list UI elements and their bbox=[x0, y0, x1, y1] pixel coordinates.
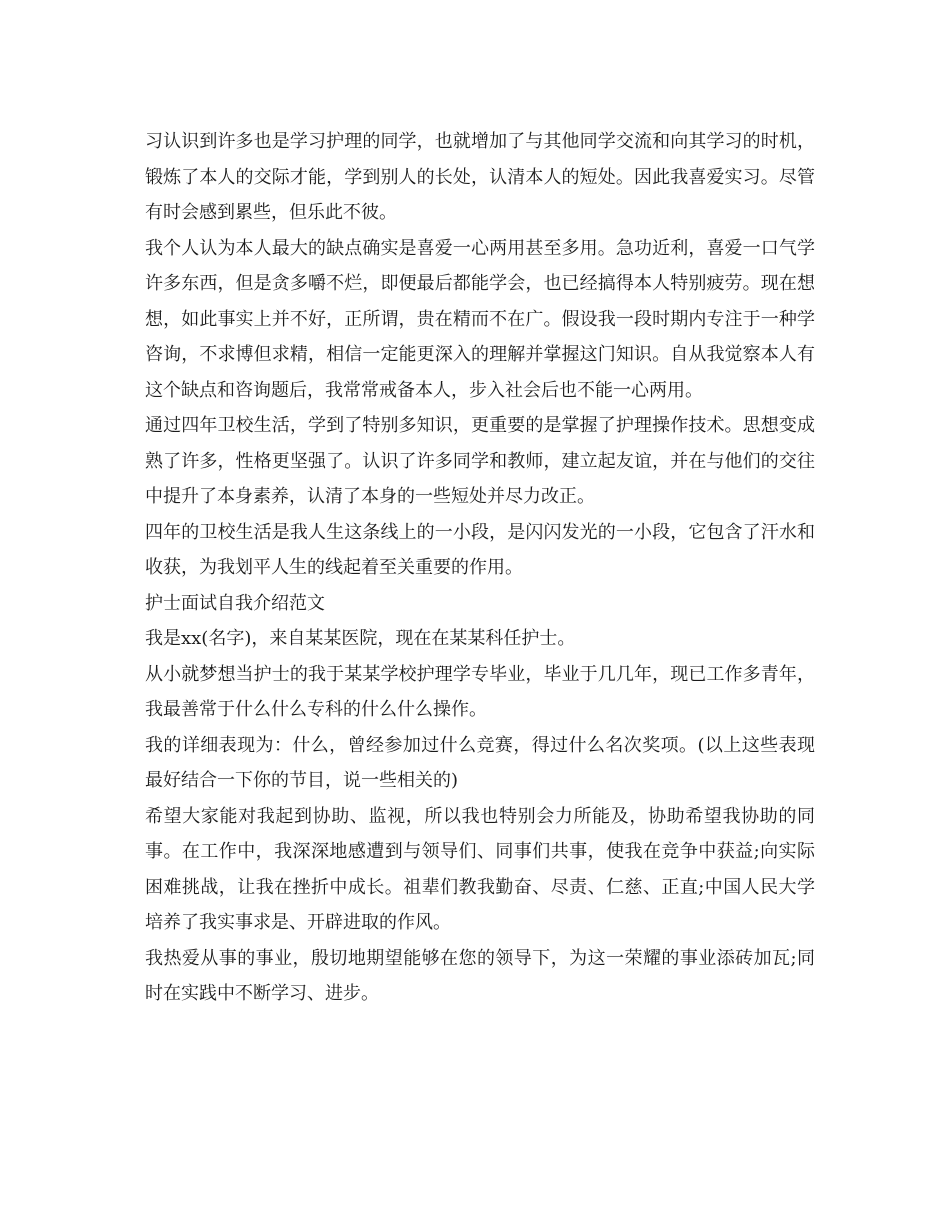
paragraph-internship-reflection: 习认识到许多也是学习护理的同学，也就增加了与其他同学交流和向其学习的时机，锻炼了本人的交际才能，学到别人的长处，认清本人的短处。因此我喜爱实习。尽管有时会感到累些，但乐此不彼。 bbox=[145, 131, 815, 223]
paragraph-introduction: 我是xx(名字)，来自某某医院，现在在某某科任护士。 bbox=[145, 628, 576, 649]
document-page bbox=[145, 124, 815, 1012]
paragraph-school-life: 通过四年卫校生活，学到了特别多知识，更重要的是掌握了护理操作技术。思想变成熟了许多，性格更坚强了。认识了许多同学和教师，建立起友谊，并在与他们的交往中提升了本身素养，认清了本身的一些短处并尽力改正。 bbox=[145, 415, 815, 507]
paragraph-weakness: 我个人认为本人最大的缺点确实是喜爱一心两用甚至多用。急功近利，喜爱一口气学许多东西，但是贪多嚼不烂，即便最后都能学会，也已经搞得本人特别疲劳。现在想想，如此事实上并不好，正所谓，贵在精而不在广。假设我一段时期内专注于一种学咨询，不求博但求精，相信一定能更深入的理解并掌握这门知识。自从我觉察本人有这个缺点和咨询题后，我常常戒备本人，步入社会后也不能一心两用。 bbox=[145, 237, 815, 401]
paragraph-teamwork: 希望大家能对我起到协助、监视，所以我也特别会力所能及，协助希望我协助的同事。在工作中，我深深地感遭到与领导们、同事们共事，使我在竞争中获益;向实际困难挑战，让我在挫折中成长。祖辈们教我勤奋、尽责、仁慈、正直;中国人民大学培养了我实事求是、开辟进取的作风。 bbox=[145, 805, 815, 933]
paragraph-performance: 我的详细表现为：什么，曾经参加过什么竞赛，得过什么名次奖项。(以上这些表现最好结合一下你的节目，说一些相关的) bbox=[145, 734, 815, 791]
paragraph-life-segment: 四年的卫校生活是我人生这条线上的一小段，是闪闪发光的一小段，它包含了汗水和收获，为我划平人生的线起着至关重要的作用。 bbox=[145, 521, 815, 578]
paragraph-closing: 我热爱从事的事业，殷切地期望能够在您的领导下，为这一荣耀的事业添砖加瓦;同时在实践中不断学习、进步。 bbox=[145, 947, 815, 1004]
section-heading: 护士面试自我介绍范文 bbox=[145, 592, 325, 614]
paragraph-education: 从小就梦想当护士的我于某某学校护理学专毕业，毕业于几几年，现已工作多青年，我最善常于什么什么专科的什么什么操作。 bbox=[145, 663, 815, 720]
